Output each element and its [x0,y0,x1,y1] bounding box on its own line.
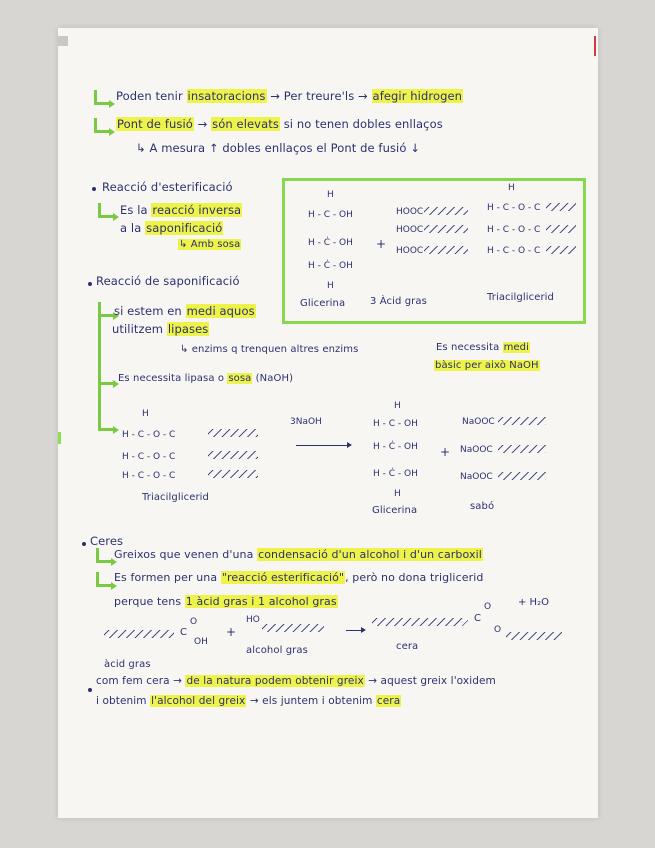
highlight-obtenir-greix: de la natura podem obtenir greix [186,675,364,687]
chem-ester-1: H - C - O - C [487,203,541,213]
fatty-chain-icon [424,246,468,254]
fatty-chain-icon [498,472,546,480]
fatty-chain-icon [546,203,576,211]
text-com-fem-cera: com fem cera → [96,675,186,687]
label-alcohol-gras: alcohol gras [246,645,308,656]
chem-h: H [327,281,334,291]
chem-hooc-1: HOOC [396,207,424,217]
line-lipases [112,324,209,336]
highlight-basic-naoh: bàsic per això NaOH [435,360,539,371]
chem-naooc-1: NaOOC [462,417,495,427]
line-lipasa-sosa [118,374,293,384]
fatty-chain-icon [498,445,546,453]
bullet [92,187,96,191]
highlight-cera: cera [376,695,401,707]
line-es-formen [114,572,483,583]
fatty-chain-icon [546,246,576,254]
chem-ester-o: O [494,625,502,635]
text-utilitzem: utilitzem [112,322,167,336]
chem-tri-ester-1: H - C - O - C [122,430,176,440]
text-es-necessita: Es necessita [436,342,503,353]
highlight-lipases: lipases [167,322,209,336]
text-es-necessita-lipasa: Es necessita lipasa o [118,373,228,384]
chem-glycerol-2-c3: H - Ċ - OH [373,469,418,479]
text-a-la: a la [120,221,146,235]
chem-h: H [142,409,149,419]
text-no-dona-triglicerid: , però no dona triglicerid [345,571,484,584]
chem-ester-2: H - C - O - C [487,225,541,235]
line-medi-aquos [114,306,256,318]
line-enzims: ↳ enzims q trenquen altres enzims [180,344,359,355]
fatty-chain-icon [372,618,468,626]
chem-carboxyl-o: O [190,617,198,627]
text-poden-tenir: Poden tenir [116,89,187,103]
label-triacilglicerid-2: Triacilglicerid [142,492,210,503]
fatty-chain-icon [424,225,468,233]
highlight-reaccio-inversa: reacció inversa [152,203,242,217]
heading-esterificacio: Reacció d'esterificació [102,180,233,194]
label-cera: cera [396,641,419,652]
chem-hooc-3: HOOC [396,246,424,256]
highlight-sosa: sosa [228,373,252,384]
fatty-chain-icon [424,207,468,215]
highlight-saponificacio: saponificació [146,221,223,235]
fatty-chain-icon [546,225,576,233]
green-bracket-line [98,306,101,430]
chem-ester-c: C [474,613,481,624]
chem-plus: + [440,445,451,459]
label-3-acid-gras: 3 Àcid gras [370,296,427,307]
line-basic-naoh [434,361,540,371]
text-greixos: Greixos que venen d'una [114,548,258,561]
label-sabo: sabó [470,501,495,512]
highlight-amb-sosa: ↳ Amb sosa [179,239,241,250]
green-arrow-icon [94,90,109,105]
chem-hooc-2: HOOC [396,225,424,235]
label-acid-gras: àcid gras [104,659,151,670]
chem-plus: + [226,625,237,639]
chem-carboxyl-c: C [180,627,187,638]
chem-carboxyl-oh: OH [194,637,208,647]
chem-glycerol-2-c1: H - C - OH [373,419,418,429]
text-si-estem-en: si estem en [114,304,186,318]
fatty-chain-icon [498,417,546,425]
chem-tri-ester-3: H - C - O - C [122,471,176,481]
text-es-la: Es la [120,203,152,217]
green-arrow-icon [98,203,113,218]
highlight-condensacio: condensació d'un alcohol i d'un carboxil [258,548,482,561]
line-amb-sosa [178,240,241,250]
line-pont-fusio [116,119,443,131]
fatty-chain-icon [262,624,324,632]
chem-glycerol-c1: H - C - OH [308,210,353,220]
margin-red-mark [594,36,596,56]
text-els-juntem: → els juntem i obtenim [246,695,376,707]
line-obtenim-alcohol [96,696,401,707]
text-i-obtenim: i obtenim [96,695,151,707]
chem-3naoh: 3NaOH [290,417,322,427]
label-glicerina: Glicerina [300,298,346,309]
chem-alcohol-ho: HO [246,615,260,625]
chem-h: H [394,401,401,411]
green-arrow-icon [98,416,113,431]
fatty-chain-icon [506,632,562,640]
highlight-son-elevats: són elevats [212,117,279,131]
fatty-chain-icon [208,470,258,478]
chem-ester-3: H - C - O - C [487,246,541,256]
green-arrow-icon [98,370,113,385]
chem-h: H [508,183,515,193]
reaction-arrow-icon [296,445,348,446]
bullet [88,688,92,692]
line-insaturacions [116,91,463,103]
chem-ester-o-double: O [484,602,492,612]
reaction-arrow-icon [346,630,362,631]
fatty-chain-icon [208,429,258,437]
green-arrow-icon [98,302,113,317]
chem-naooc-2: NaOOC [460,445,493,455]
line-perque-tens [114,596,338,607]
text-per-treurels: → Per treure'ls → [266,89,372,103]
highlight-reaccio-esterificacio: "reacció esterificació" [221,571,345,584]
line-saponificacio [120,223,223,235]
text-naoh: (NaOH) [252,373,294,384]
heading-saponificacio: Reacció de saponificació [96,274,240,288]
text-arrow: → [193,117,212,131]
chem-h: H [327,190,334,200]
margin-green-mark [58,432,61,444]
line-reaccio-inversa [120,205,242,217]
heading-ceres: Ceres [90,534,124,548]
line-medi-basic [436,343,530,353]
highlight-afegir-hidrogen: afegir hidrogen [372,89,463,103]
text-perque-tens: perque tens [114,595,185,608]
label-glicerina-2: Glicerina [372,505,418,516]
green-arrow-icon [96,548,111,563]
chem-plus: + [376,237,387,251]
green-arrow-icon [94,118,109,133]
green-arrow-icon [96,572,111,587]
label-triacilglicerid: Triacilglicerid [487,292,555,303]
highlight-alcohol-greix: l'alcohol del greix [151,695,246,707]
chem-glycerol-c3: H - Ċ - OH [308,261,353,271]
chem-h: H [394,489,401,499]
highlight-medi-aquos: medi aquos [186,304,255,318]
bullet [82,542,86,546]
chem-water: + H₂O [518,597,549,608]
page-corner-mark [58,36,68,46]
chem-glycerol-2-c2: H - Ċ - OH [373,442,418,452]
text-oxidem: → aquest greix l'oxidem [364,675,496,687]
line-com-fem-cera [96,676,496,687]
fatty-chain-icon [104,630,174,638]
highlight-insatoracions: insatoracions [187,89,266,103]
line-greixos [114,549,483,560]
chem-glycerol-c2: H - Ċ - OH [308,238,353,248]
line-a-mesura: ↳ A mesura ↑ dobles enllaços el Pont de fusió ↓ [136,141,420,155]
text-dobles-enllacos: si no tenen dobles enllaços [279,117,443,131]
highlight-pont-de-fusio: Pont de fusió [117,117,193,131]
highlight-acid-alcohol: 1 àcid gras i 1 alcohol gras [185,595,337,608]
chem-tri-ester-2: H - C - O - C [122,452,176,462]
chem-naooc-3: NaOOC [460,472,493,482]
highlight-medi: medi [503,342,529,353]
fatty-chain-icon [208,451,258,459]
bullet [88,282,92,286]
text-es-formen: Es formen per una [114,571,221,584]
